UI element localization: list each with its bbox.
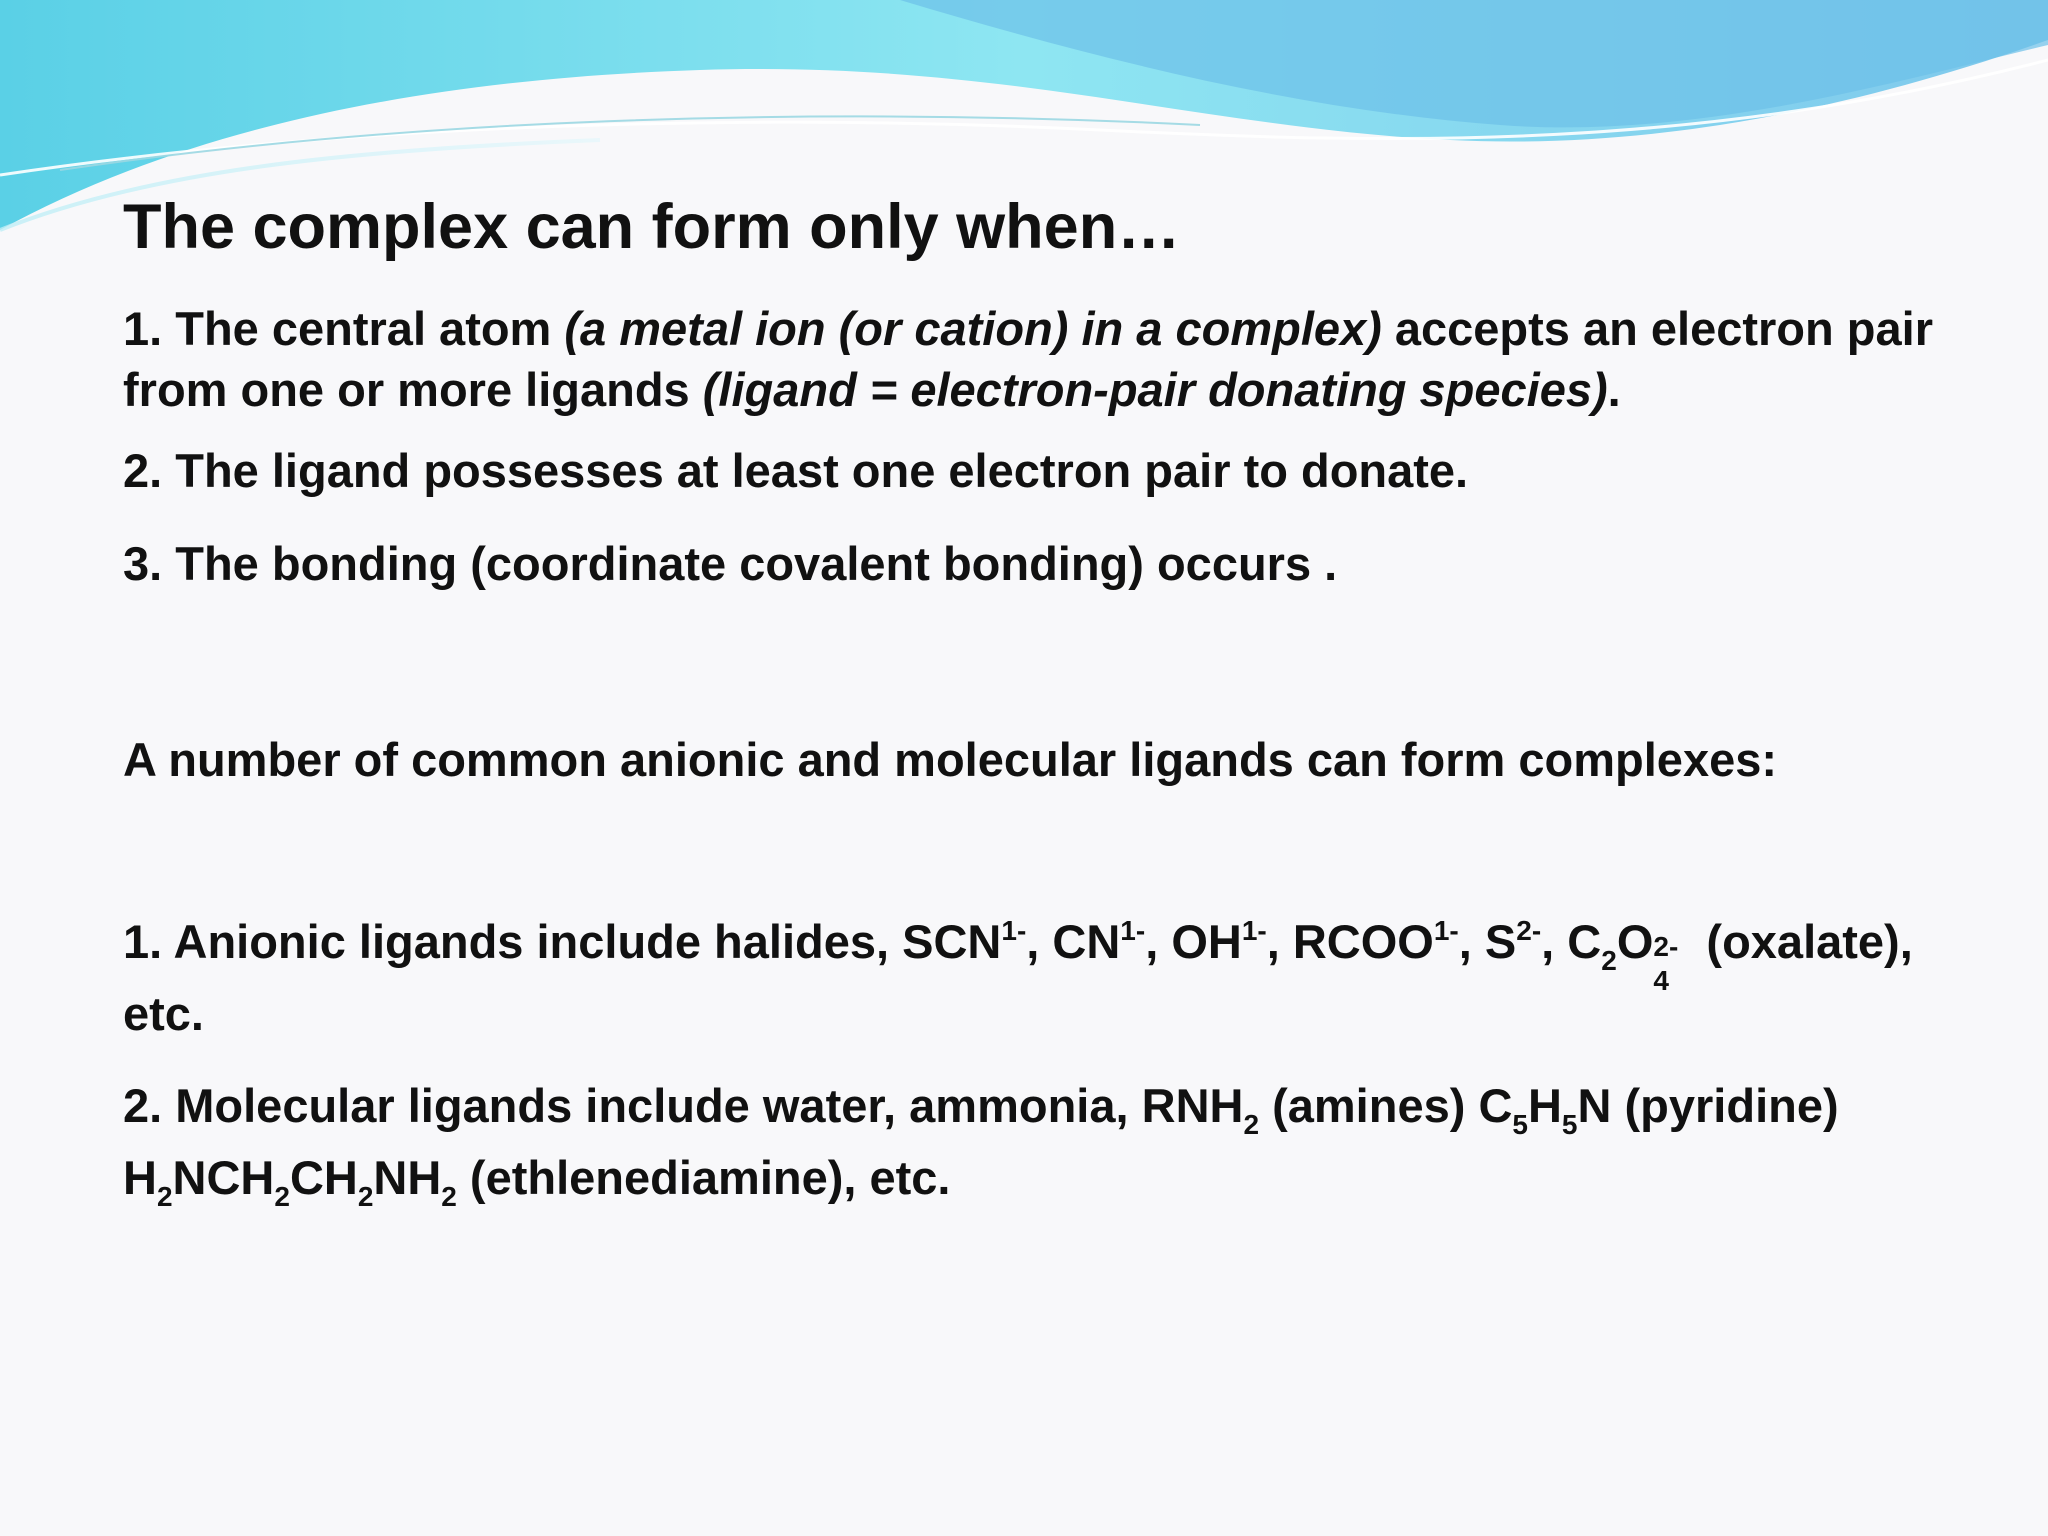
formula-oxalate-o: O — [1616, 914, 1654, 968]
condition-3: 3. The bonding (coordinate covalent bonding) occurs . — [123, 536, 1338, 590]
subscript-c: 2 — [1601, 944, 1617, 976]
subscript-en-nch: 2 — [274, 1180, 290, 1212]
formula-cn: CN — [1052, 914, 1121, 968]
molecular-prefix: 2. Molecular ligands include water, ammonia, — [123, 1078, 1142, 1132]
subscript-h: 5 — [1561, 1108, 1578, 1140]
molecular-ligands — [123, 1070, 1943, 1214]
slide-title: The complex can form only when… — [123, 192, 1181, 262]
charge-s: 2- — [1516, 914, 1542, 946]
anionic-suffix: (oxalate), etc. — [123, 914, 1913, 1040]
subscript-o: 4 — [1653, 964, 1669, 996]
anionic-ligands — [123, 906, 1943, 1050]
label-pyridine: (pyridine) — [1611, 1078, 1839, 1132]
separator: , — [1026, 914, 1053, 968]
formula-rnh: RNH — [1141, 1078, 1244, 1132]
condition-1-note: (a metal ion (or cation) in a complex) — [564, 301, 1382, 355]
ligands-lead: A number of common anionic and molecular ligands can form complexes: — [123, 732, 1778, 786]
formula-oxalate-c: C — [1567, 914, 1602, 968]
separator: , — [1145, 914, 1172, 968]
subscript-en-nh: 2 — [441, 1180, 457, 1212]
subscript-c: 5 — [1512, 1108, 1528, 1140]
condition-1-end: . — [1607, 362, 1621, 416]
formula-pyridine-c: C — [1478, 1078, 1513, 1132]
subscript-en-h: 2 — [156, 1180, 173, 1212]
charge-oh: 1- — [1241, 914, 1267, 946]
charge-cn: 1- — [1120, 914, 1146, 946]
label-amines: (amines) — [1259, 1078, 1479, 1132]
condition-1-text: 1. The central atom — [123, 301, 565, 355]
condition-2: 2. The ligand possesses at least one electron pair to donate. — [123, 443, 1469, 497]
formula-oh: OH — [1171, 914, 1242, 968]
separator: , — [1458, 914, 1485, 968]
formula-en-h: H — [123, 1150, 157, 1204]
molecular-suffix: (ethlenediamine), etc. — [456, 1150, 951, 1204]
ligand-definition: (ligand = electron-pair donating species) — [702, 362, 1608, 416]
charge-oxalate: 2- — [1653, 930, 1679, 962]
condition-1 — [123, 298, 1943, 420]
formula-en-ch: CH — [289, 1150, 358, 1204]
condition-1-text-cont: accepts an electron pair from one or more ligands — [123, 301, 1933, 416]
anionic-prefix: 1. Anionic ligands include halides, — [123, 914, 903, 968]
formula-pyridine-n: N — [1577, 1078, 1612, 1132]
subscript-rnh: 2 — [1243, 1108, 1260, 1140]
formula-s: S — [1484, 914, 1517, 968]
formula-pyridine-h: H — [1527, 1078, 1562, 1132]
formula-scn: SCN — [902, 914, 1002, 968]
separator: , — [1266, 914, 1293, 968]
charge-rcoo: 1- — [1433, 914, 1459, 946]
formula-en-nch: NCH — [172, 1150, 275, 1204]
separator: , — [1541, 914, 1568, 968]
slide-content — [123, 190, 1943, 1214]
oxalate-sub-sup — [1653, 930, 1693, 996]
formula-en-nh: NH — [373, 1150, 442, 1204]
charge-scn: 1- — [1001, 914, 1027, 946]
formula-rcoo: RCOO — [1292, 914, 1434, 968]
subscript-en-ch: 2 — [357, 1180, 374, 1212]
